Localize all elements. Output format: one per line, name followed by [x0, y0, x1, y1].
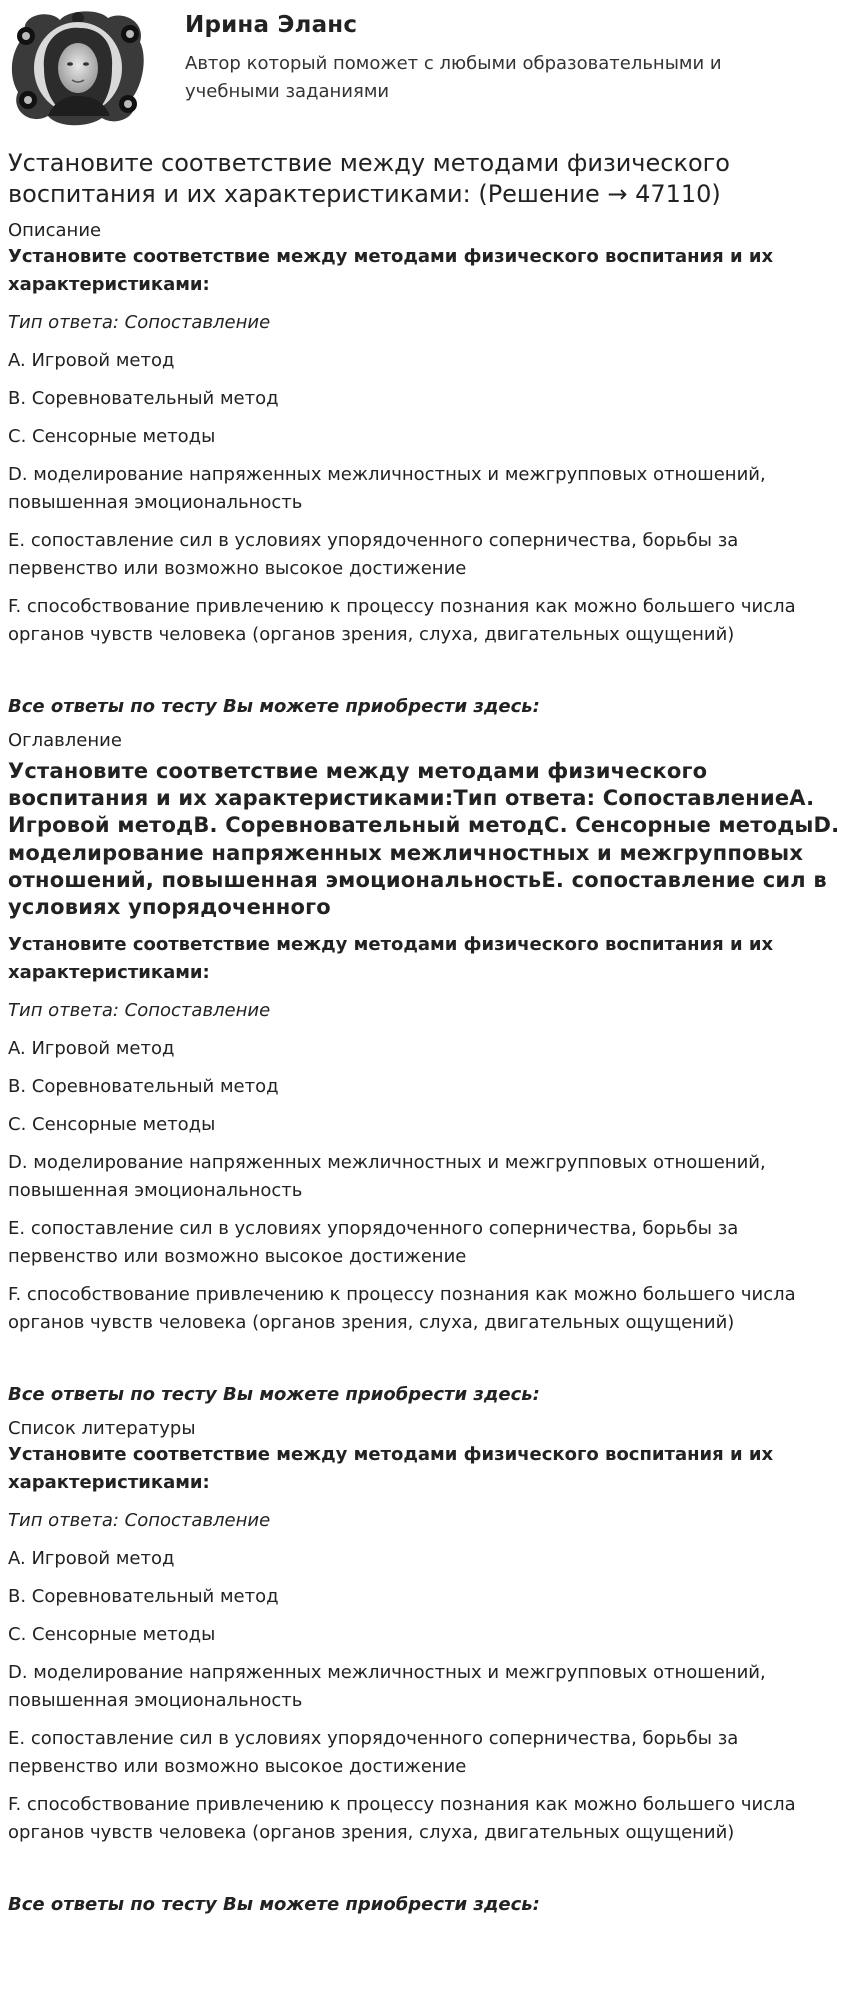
question-title: Установите соответствие между методами физического воспитания и их характеристиками:: [8, 246, 774, 295]
author-header: [0, 0, 847, 140]
buy-answers-link[interactable]: Все ответы по тесту Вы можете приобрести здесь:: [8, 1384, 540, 1406]
option-e: E. сопоставление сил в условиях упорядоченного соперничества, борьбы за первенство или возможно высокое достижение: [8, 530, 739, 579]
section-literature: [8, 1417, 840, 1919]
option-a: A. Игровой метод: [8, 350, 175, 371]
option-f: F. способствование привлечению к процессу познания как можно большего числа органов чувств человека (органов зрения, слуха, двигательных ощущений): [8, 1284, 796, 1334]
author-bio: Автор который поможет с любыми образовательными и учебными заданиями: [185, 53, 722, 102]
page-title: Установите соответствие между методами физического воспитания и их характеристиками: (Решение → 47110): [8, 149, 730, 208]
option-a: A. Игровой метод: [8, 1038, 175, 1060]
answer-type: Тип ответа: Сопоставление: [8, 1000, 271, 1022]
section-toc: [8, 729, 840, 1409]
buy-answers-link[interactable]: Все ответы по тесту Вы можете приобрести здесь:: [8, 1894, 540, 1916]
option-b: B. Соревновательный метод: [8, 1076, 279, 1098]
author-name: Ирина Эланс: [185, 12, 358, 38]
option-c: C. Сенсорные методы: [8, 1624, 216, 1646]
author-avatar: [8, 6, 148, 128]
option-f: F. способствование привлечению к процессу познания как можно большего числа органов чувств человека (органов зрения, слуха, двигательных ощущений): [8, 1794, 796, 1844]
option-b: B. Соревновательный метод: [8, 388, 279, 409]
section-description: [8, 219, 840, 721]
option-c: C. Сенсорные методы: [8, 426, 216, 447]
option-a: A. Игровой метод: [8, 1548, 175, 1570]
section-label-description: Описание: [8, 220, 102, 241]
option-d: D. моделирование напряженных межличностных и межгрупповых отношений, повышенная эмоциональность: [8, 464, 766, 513]
option-d: D. моделирование напряженных межличностных и межгрупповых отношений, повышенная эмоциональность: [8, 1662, 766, 1712]
answer-type: Тип ответа: Сопоставление: [8, 1510, 271, 1532]
section-label-toc: Оглавление: [8, 730, 122, 751]
option-e: E. сопоставление сил в условиях упорядоченного соперничества, борьбы за первенство или возможно высокое достижение: [8, 1218, 739, 1268]
answer-type: Тип ответа: Сопоставление: [8, 312, 271, 333]
option-e: E. сопоставление сил в условиях упорядоченного соперничества, борьбы за первенство или возможно высокое достижение: [8, 1728, 739, 1778]
option-c: C. Сенсорные методы: [8, 1114, 216, 1136]
option-f: F. способствование привлечению к процессу познания как можно большего числа органов чувств человека (органов зрения, слуха, двигательных ощущений): [8, 596, 796, 645]
main-content: [8, 148, 840, 1927]
toc-heading: Установите соответствие между методами физического воспитания и их характеристиками:Тип ответа: СопоставлениеA. Игровой методB. Соревновательный методC. Сенсорные методыD. моделирование напряженных межличностных и межгрупповых отношений, повышенная эмоциональностьE. сопоставление сил в условиях упорядоченного: [8, 759, 840, 920]
question-title: Установите соответствие между методами физического воспитания и их характеристиками:: [8, 1444, 774, 1494]
buy-answers-link[interactable]: Все ответы по тесту Вы можете приобрести здесь:: [8, 696, 540, 717]
question-title: Установите соответствие между методами физического воспитания и их характеристиками:: [8, 934, 774, 984]
option-d: D. моделирование напряженных межличностных и межгрупповых отношений, повышенная эмоциональность: [8, 1152, 766, 1202]
section-label-literature: Список литературы: [8, 1418, 196, 1440]
option-b: B. Соревновательный метод: [8, 1586, 279, 1608]
